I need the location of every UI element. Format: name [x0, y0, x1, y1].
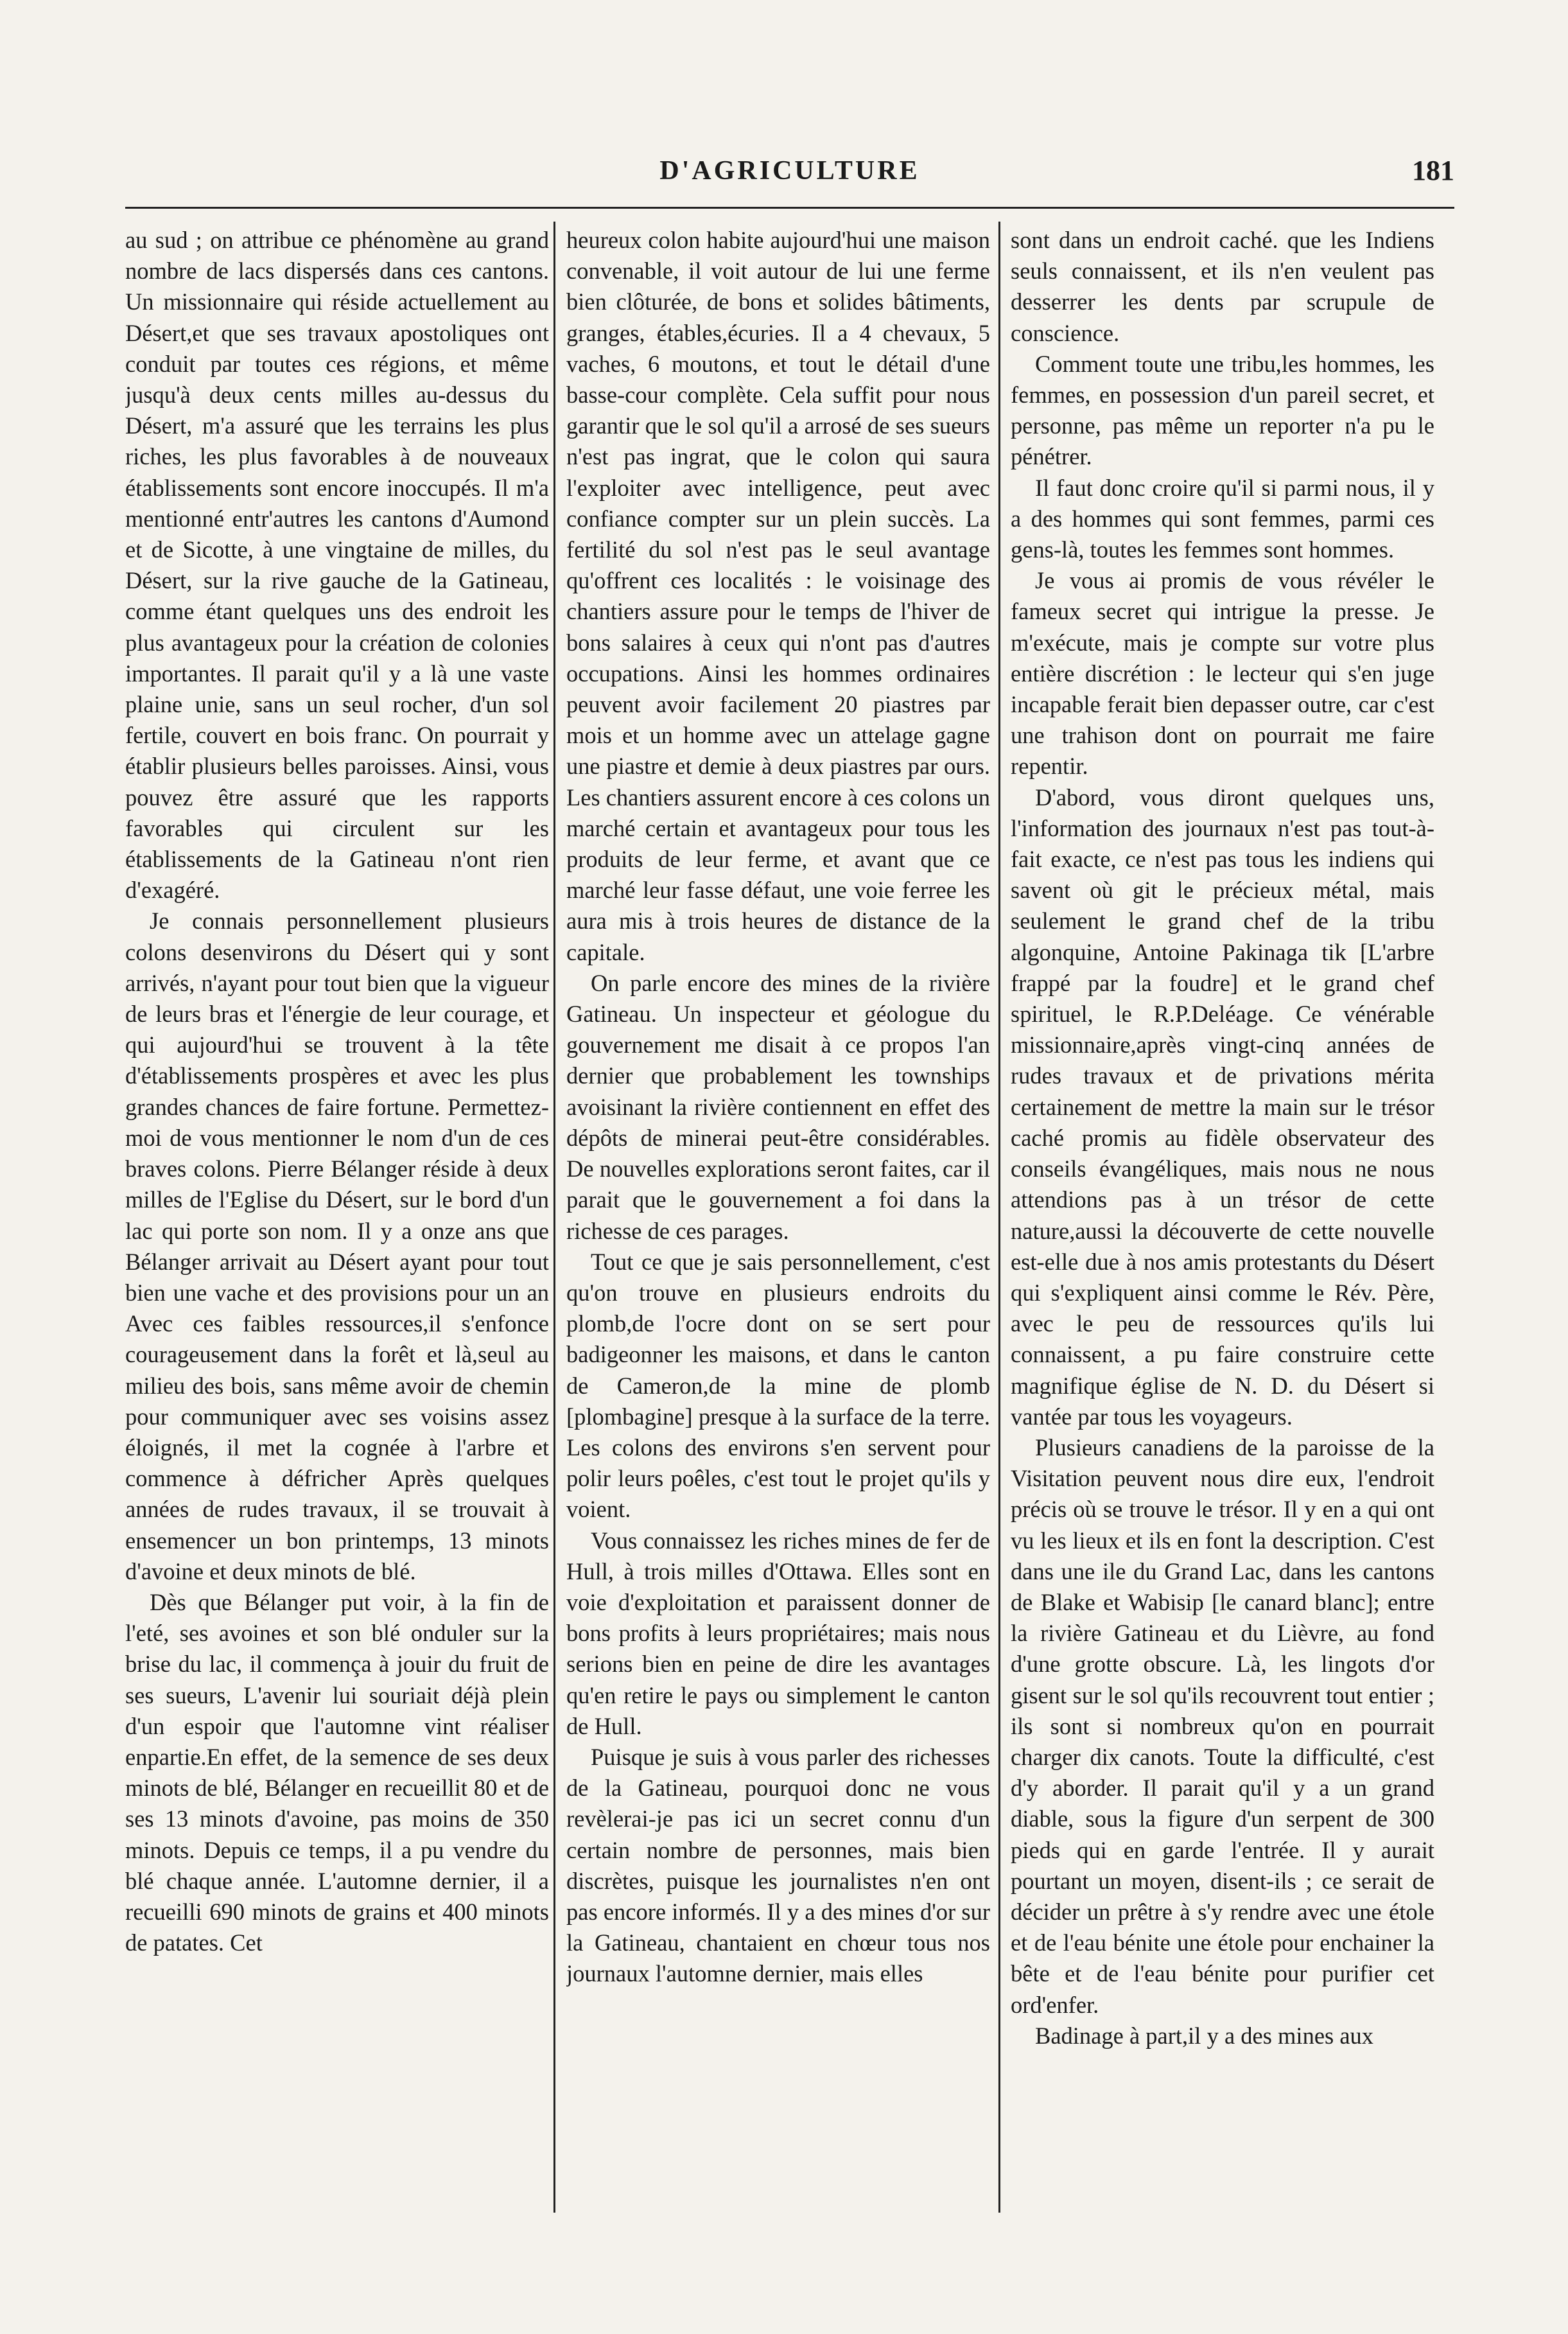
paragraph: Puisque je suis à vous parler des richesses de la Gatineau, pourquoi donc ne vous revèlerai-je pas ici un secret connu d'un certain nombre de personnes, mais bien discrètes, puisque les journalistes n'en ont pas encore informés. Il y a des mines d'or sur la Gatineau, chantaient en chœur tous nos journaux l'automne dernier, mais elles	[566, 1743, 990, 1987]
text-column-3	[1011, 225, 1434, 2184]
paragraph: Plusieurs canadiens de la paroisse de la Visitation peuvent nous dire eux, l'endroit précis où se trouve le trésor. Il y en a qui ont vu les lieux et ils en font la description. C'est dans une ile du Grand Lac, dans les cantons de Blake et Wabisip [le canard blanc]; entre la rivière Gatineau et du Lièvre, au fond d'une grotte obscure. Là, les lingots d'or gisent sur le sol qu'ils recouvrent tout entier ; ils sont si nombreux qu'on en pourrait charger dix canots. Toute la difficulté, c'est d'y aborder. Il parait qu'il y a un grand diable, sous la figure d'un serpent de 300 pieds qui en garde l'entrée. Il y aurait pourtant un moyen, disent-ils ; ce serait de décider un prêtre à s'y rendre avec une étole et de l'eau bénite une étole pour enchainer la bête et de l'eau bénite pour purifier cet ord'enfer.	[1011, 1434, 1434, 2018]
paragraph: D'abord, vous diront quelques uns, l'information des journaux n'est pas tout-à-fait exacte, ce n'est pas tous les indiens qui savent où git le précieux métal, mais seulement le grand chef de la tribu algonquine, Antoine Pakinaga tik [L'arbre frappé par la foudre] et le grand chef spirituel, le R.P.Deléage. Ce vénérable missionnaire,après vingt-cinq années de rudes travaux et de privations mérita certainement de mettre la main sur le trésor caché promis au fidèle observateur des conseils évangéliques, mais nous ne nous attendions pas à un trésor de cette nature,aussi la découverte de cette nouvelle est-elle due à nos amis protestants du Désert qui s'expliquent ainsi comme le Rév. Père, avec le peu de ressources qu'ils lui connaissent, a pu faire construire cette magnifique église de N. D. du Désert si vantée par tous les voyageurs.	[1011, 784, 1434, 1430]
paragraph: Tout ce que je sais personnellement, c'est qu'on trouve en plusieurs endroits du plomb,de l'ocre dont on se sert pour badigeonner les maisons, et dans le canton de Cameron,de la mine de plomb [plombagine] presque à la surface de la terre. Les colons des environs s'en servent pour polir leurs poêles, c'est tout le projet qu'ils y voient.	[566, 1248, 990, 1523]
paragraph: On parle encore des mines de la rivière Gatineau. Un inspecteur et géologue du gouvernement me disait à ce propos l'an dernier que probablement les townships avoisinant la rivière contiennent en effet des dépôts de minerai peut-être considérables. De nouvelles explorations seront faites, car il parait que le gouvernement a foi dans la richesse de ces parages.	[566, 969, 990, 1244]
paragraph: Je connais personnellement plusieurs colons desenvirons du Désert qui y sont arrivés, n'ayant pour tout bien que la vigueur de leurs bras et l'énergie de leur courage, et qui aujourd'hui se trouvent à la tête d'établissements prospères et avec les plus grandes chances de faire fortune. Permettez-moi de vous mentionner le nom d'un de ces braves colons. Pierre Bélanger réside à deux milles de l'Eglise du Désert, sur le bord d'un lac qui porte son nom. Il y a onze ans que Bélanger arrivait au Désert ayant pour tout bien une vache et des provisions pour un an Avec ces faibles ressources,il s'enfonce courageusement dans la forêt et là,seul au milieu des bois, sans même avoir de chemin pour communiquer avec ses voisins assez éloignés, il met la cognée à l'arbre et commence à défricher Après quelques années de rudes travaux, il se trouvait à ensemencer un bon printemps, 13 minots d'avoine et deux minots de blé.	[125, 908, 549, 1584]
paragraph: Vous connaissez les riches mines de fer de Hull, à trois milles d'Ottawa. Elles sont en voie d'exploitation et paraissent donner de bons profits à leurs propriétaires; mais nous serions bien en peine de dire les avantages qu'en retire le pays ou simplement le canton de Hull.	[566, 1527, 990, 1739]
paragraph: Badinage à part,il y a des mines aux	[1035, 2022, 1374, 2049]
paragraph: Dès que Bélanger put voir, à la fin de l'eté, ses avoines et son blé onduler sur la brise du lac, il commença à jouir du fruit de ses sueurs, L'avenir lui souriait déjà plein d'un espoir que l'automne vint réaliser enpartie.En effet, de la semence de ses deux minots de blé, Bélanger en recueillit 80 et de ses 13 minots d'avoine, pas moins de 350 minots. Depuis ce temps, il a pu vendre du blé chaque année. L'automne dernier, il a recueilli 690 minots de grains et 400 minots de patates. Cet	[125, 1588, 549, 1956]
paragraph: au sud ; on attribue ce phénomène au grand nombre de lacs dispersés dans ces cantons. Un missionnaire qui réside actuellement au Désert,et que ses travaux apostoliques ont conduit par toutes ces régions, et même jusqu'à deux cents milles au-dessus du Désert, m'a assuré que les terrains les plus riches, les plus favorables à de nouveaux établissements sont encore inoccupés. Il m'a mentionné entr'autres les cantons d'Aumond et de Sicotte, à une vingtaine de milles, du Désert, sur la rive gauche de la Gatineau, comme étant quelques uns des endroit les plus avantageux pour la création de colonies importantes. Il parait qu'il y a là une vaste plaine unie, sans un seul rocher, d'un sol fertile, couvert en bois franc. On pourrait y établir plusieurs belles paroisses. Ainsi, vous pouvez être assuré que les rapports favorables qui circulent sur les établissements de la Gatineau n'ont rien d'exagéré.	[125, 227, 549, 904]
text-column-1	[125, 225, 549, 2184]
paragraph: Comment toute une tribu,les hommes, les femmes, en possession d'un pareil secret, et personne, pas même un reporter n'a pu le pénétrer.	[1011, 350, 1434, 470]
column-divider	[998, 222, 1000, 2213]
paragraph: Il faut donc croire qu'il si parmi nous, il y a des hommes qui sont femmes, parmi ces gens-là, toutes les femmes sont hommes.	[1011, 474, 1434, 563]
running-head: D'AGRICULTURE	[659, 156, 920, 186]
text-column-2	[566, 225, 990, 2184]
page-number: 181	[1412, 155, 1454, 186]
page-header	[125, 149, 1454, 200]
paragraph: sont dans un endroit caché. que les Indiens seuls connaissent, et ils n'en veulent pas desserrer les dents par scrupule de conscience.	[1011, 227, 1434, 346]
paragraph: heureux colon habite aujourd'hui une maison convenable, il voit autour de lui une ferme bien clôturée, de bons et solides bâtiments, granges, étables,écuries. Il a 4 chevaux, 5 vaches, 6 moutons, et tout le détail d'une basse-cour complète. Cela suffit pour nous garantir que le sol qu'il a arrosé de ses sueurs n'est pas ingrat, que le colon qui saura l'exploiter avec intelligence, peut avec confiance compter sur un plein succès. La fertilité du sol n'est pas le seul avantage qu'offrent ces localités : le voisinage des chantiers assure pour le temps de l'hiver de bons salaires à ceux qui n'ont pas d'autres occupations. Ainsi les hommes ordinaires peuvent avoir facilement 20 piastres par mois et un homme avec un attelage gagne une piastre et demie à deux piastres par ours. Les chantiers assurent encore à ces colons un marché certain et avantageux pour tous les produits de leur ferme, et avant que ce marché leur fasse défaut, une voie ferree les aura mis à trois heures de distance de la capitale.	[566, 227, 990, 965]
paragraph: Je vous ai promis de vous révéler le fameux secret qui intrigue la presse. Je m'exécute, mais je compte sur votre plus entière discrétion : le lecteur qui s'en juge incapable ferait bien depasser outre, car c'est une trahison dont on pourrait me faire repentir.	[1011, 567, 1434, 780]
column-divider	[553, 222, 555, 2213]
header-rule	[125, 207, 1454, 209]
